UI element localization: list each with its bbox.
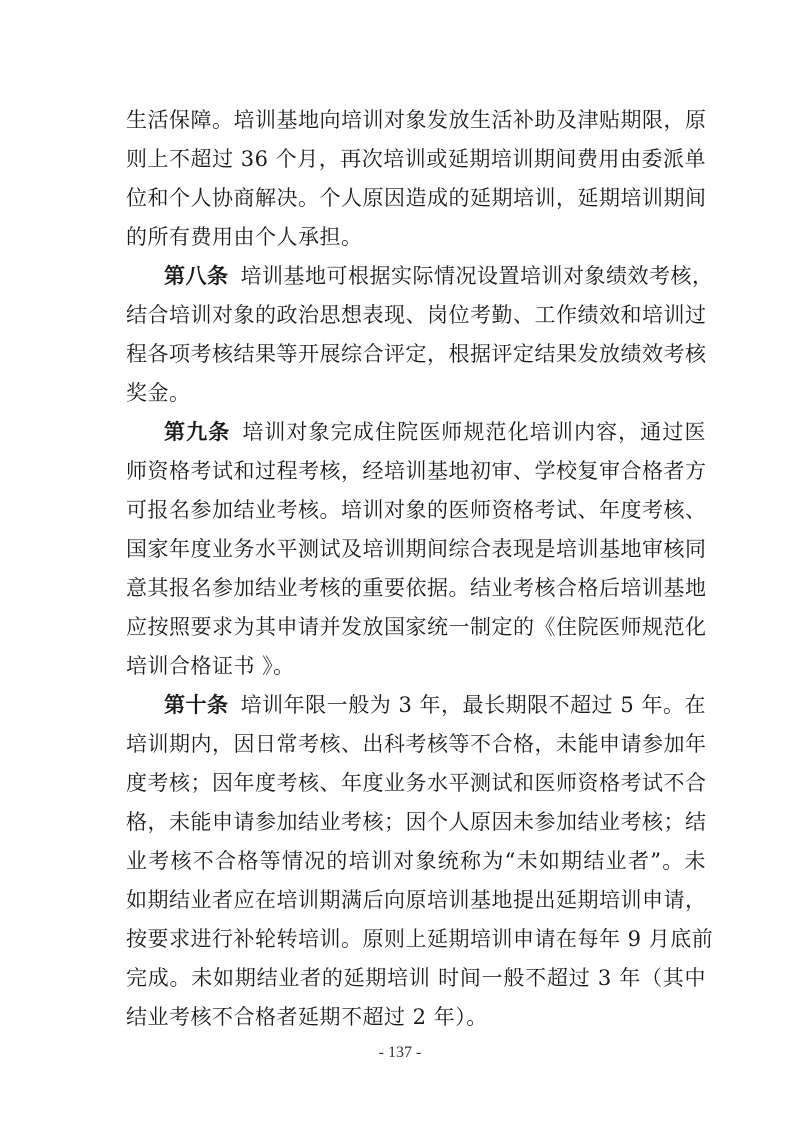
text-line: 培训期内，因日常考核、出科考核等不合格，未能申请参加年 [126, 732, 707, 756]
article-heading: 第八条 [164, 263, 229, 288]
article-text: 培训年限一般为 3 年，最长期限不超过 5 年。在 [240, 693, 707, 717]
text-line: 程各项考核结果等开展综合评定，根据评定结果发放绩效考核 [126, 342, 707, 366]
text-line: 按要求进行补轮转培训。原则上延期培训申请在每年 9 月底前 [126, 927, 714, 951]
text-line: 结合培训对象的政治思想表现、岗位考勤、工作绩效和培训过 [126, 303, 707, 327]
text-line: 完成。未如期结业者的延期培训 时间一般不超过 3 年（其中 [126, 966, 706, 990]
text-line: 如期结业者应在培训期满后向原培训基地提出延期培训申请， [126, 888, 707, 912]
text-line: 业考核不合格等情况的培训对象统称为“未如期结业者”。未 [126, 849, 706, 873]
text-line: 奖金。 [126, 381, 191, 405]
text-line: 培训合格证书 》。 [126, 654, 295, 678]
article-text: 培训对象完成住院医师规范化培训内容，通过医 [242, 420, 707, 444]
text-line: 应按照要求为其申请并发放国家统一制定的《住院医师规范化 [126, 615, 707, 639]
text-line: 可报名参加结业考核。培训对象的医师资格考试、年度考核、 [126, 498, 707, 522]
text-line: 的所有费用由个人承担。 [126, 225, 363, 249]
article-text: 培训基地可根据实际情况设置培训对象绩效考核， [240, 264, 714, 288]
text-line: 则上不超过 36 个月，再次培训或延期培训期间费用由委派单 [126, 147, 706, 171]
text-line: 结业考核不合格者延期不超过 2 年）。 [126, 1005, 488, 1029]
text-line: 师资格考试和过程考核，经培训基地初审、学校复审合格者方 [126, 459, 707, 483]
text-line: 国家年度业务水平测试及培训期间综合表现是培训基地审核同 [126, 537, 707, 561]
page-number: - 137 - [378, 1044, 422, 1061]
text-line: 度考核；因年度考核、年度业务水平测试和医师资格考试不合 [126, 771, 707, 795]
article-heading: 第十条 [164, 692, 229, 717]
text-line: 生活保障。培训基地向培训对象发放生活补助及津贴期限，原 [126, 108, 707, 132]
article-heading: 第九条 [164, 419, 231, 444]
text-line [164, 259, 714, 293]
text-line: 格，未能申请参加结业考核；因个人原因未参加结业考核；结 [126, 810, 707, 834]
text-line: 意其报名参加结业考核的重要依据。结业考核合格后培训基地 [126, 576, 707, 600]
text-line [164, 415, 706, 449]
text-line: 位和个人协商解决。个人原因造成的延期培训，延期培训期间 [126, 186, 707, 210]
text-line [164, 688, 706, 722]
